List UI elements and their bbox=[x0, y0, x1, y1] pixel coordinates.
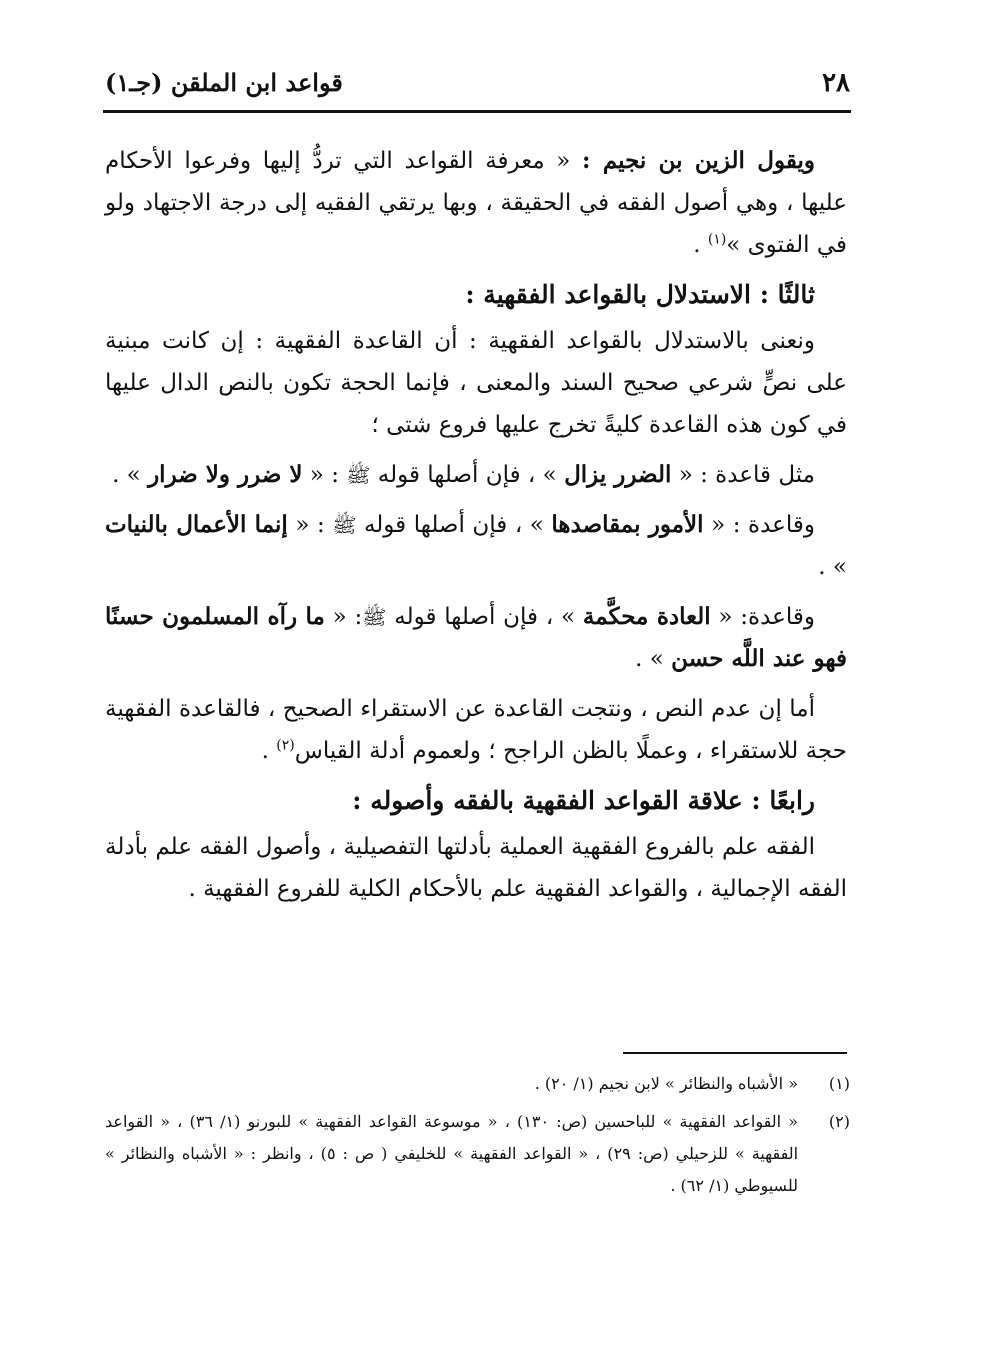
header-title: قواعد ابن الملقن (جـ١) bbox=[105, 68, 343, 97]
paragraph-2: ونعنى بالاستدلال بالقواعد الفقهية : أن القاعدة الفقهية : إن كانت مبنية على نصٍّ شرعي صحيح السند والمعنى ، فإنما الحجة تكون بالنص الدال عليها في كون هذه القاعدة كليةً تخرج عليها فروع شتى ؛ bbox=[105, 328, 847, 438]
example-text: : « bbox=[287, 512, 333, 538]
example-text: » . bbox=[635, 646, 672, 672]
footnotes bbox=[105, 1068, 850, 1208]
running-header bbox=[105, 62, 850, 102]
example-text: وقاعدة : « bbox=[703, 512, 815, 538]
footnote-2 bbox=[105, 1106, 850, 1202]
sentence-end: . bbox=[693, 232, 708, 258]
salawat-symbol: ﷺ bbox=[332, 513, 357, 537]
salawat-symbol: ﷺ bbox=[362, 605, 387, 629]
paragraph-3 bbox=[105, 688, 847, 772]
hadith-text: ما رآه المسلمون حسنًا فهو عند اللَّه حسن bbox=[105, 603, 847, 672]
section-heading-4: رابعًا : علاقة القواعد الفقهية بالفقه وأصوله : bbox=[352, 786, 815, 815]
main-text bbox=[105, 140, 847, 918]
footnote-number: (١) bbox=[828, 1074, 850, 1093]
paragraph-1 bbox=[105, 140, 847, 266]
example-text: مثل قاعدة : « bbox=[671, 462, 815, 488]
example-text: » ، فإن أصلها قوله bbox=[370, 462, 565, 488]
example-1 bbox=[105, 454, 847, 496]
footnote-text: « الأشباه والنظائر » لابن نجيم (١/ ٢٠) . bbox=[534, 1074, 798, 1093]
example-text: » ، فإن أصلها قوله bbox=[386, 604, 583, 630]
footnote-text: « القواعد الفقهية » للباحسين (ص: ١٣٠) ، « موسوعة القواعد الفقهية » للبورنو (١/ ٣٦) ، « القواعد الفقهية » للزحيلي (ص: ٢٩) ، « القواعد الفقهية » للخليفي ( ص : ٥) ، وانظر : « الأشباه والنظائر » للسيوطي (١/ ٦٢) . bbox=[105, 1112, 799, 1195]
example-text: » . bbox=[112, 462, 149, 488]
maxim-name: الضرر يزال bbox=[564, 461, 672, 488]
example-text: » ، فإن أصلها قوله bbox=[356, 512, 552, 538]
page-number: ٢٨ bbox=[822, 68, 850, 98]
hadith-text: إنما الأعمال بالنيات bbox=[105, 511, 288, 538]
footnote-ref-1[interactable]: (١) bbox=[707, 231, 727, 248]
salawat-symbol: ﷺ bbox=[346, 463, 371, 487]
paragraph-text: أما إن عدم النص ، ونتجت القاعدة عن الاستقراء الصحيح ، فالقاعدة الفقهية حجة للاستقراء ، وعملًا بالظن الراجح ؛ ولعموم أدلة القياس bbox=[105, 696, 847, 764]
paragraph-4: الفقه علم بالفروع الفقهية العملية بأدلتها التفصيلية ، وأصول الفقه علم بأدلة الفقه الإجمالية ، والقواعد الفقهية علم بالأحكام الكلية للفروع الفقهية . bbox=[105, 834, 847, 902]
speaker-name: ويقول الزين بن نجيم : bbox=[582, 147, 815, 174]
footnote-separator bbox=[623, 1052, 847, 1054]
footnote-1 bbox=[105, 1068, 850, 1100]
example-text: وقاعدة: « bbox=[710, 604, 815, 630]
quote-text: « معرفة القواعد التي تردُّ إليها وفرعوا الأحكام عليها ، وهي أصول الفقه في الحقيقة ، وبها يرتقي الفقيه إلى درجة الاجتهاد ولو في الفتوى » bbox=[105, 148, 847, 258]
sentence-end: . bbox=[261, 738, 277, 764]
footnote-number: (٢) bbox=[828, 1112, 850, 1131]
footnote-ref-2[interactable]: (٢) bbox=[276, 737, 295, 754]
hadith-text: لا ضرر ولا ضرار bbox=[148, 461, 303, 488]
example-3 bbox=[105, 596, 847, 680]
example-text: » . bbox=[818, 554, 847, 580]
section-heading-3: ثالثًا : الاستدلال بالقواعد الفقهية : bbox=[465, 280, 815, 309]
example-text: : « bbox=[302, 462, 347, 488]
example-text: : « bbox=[324, 604, 363, 630]
header-rule bbox=[103, 110, 851, 113]
maxim-name: العادة محكَّمة bbox=[582, 603, 711, 630]
maxim-name: الأمور بمقاصدها bbox=[551, 511, 704, 538]
example-2 bbox=[105, 504, 847, 588]
